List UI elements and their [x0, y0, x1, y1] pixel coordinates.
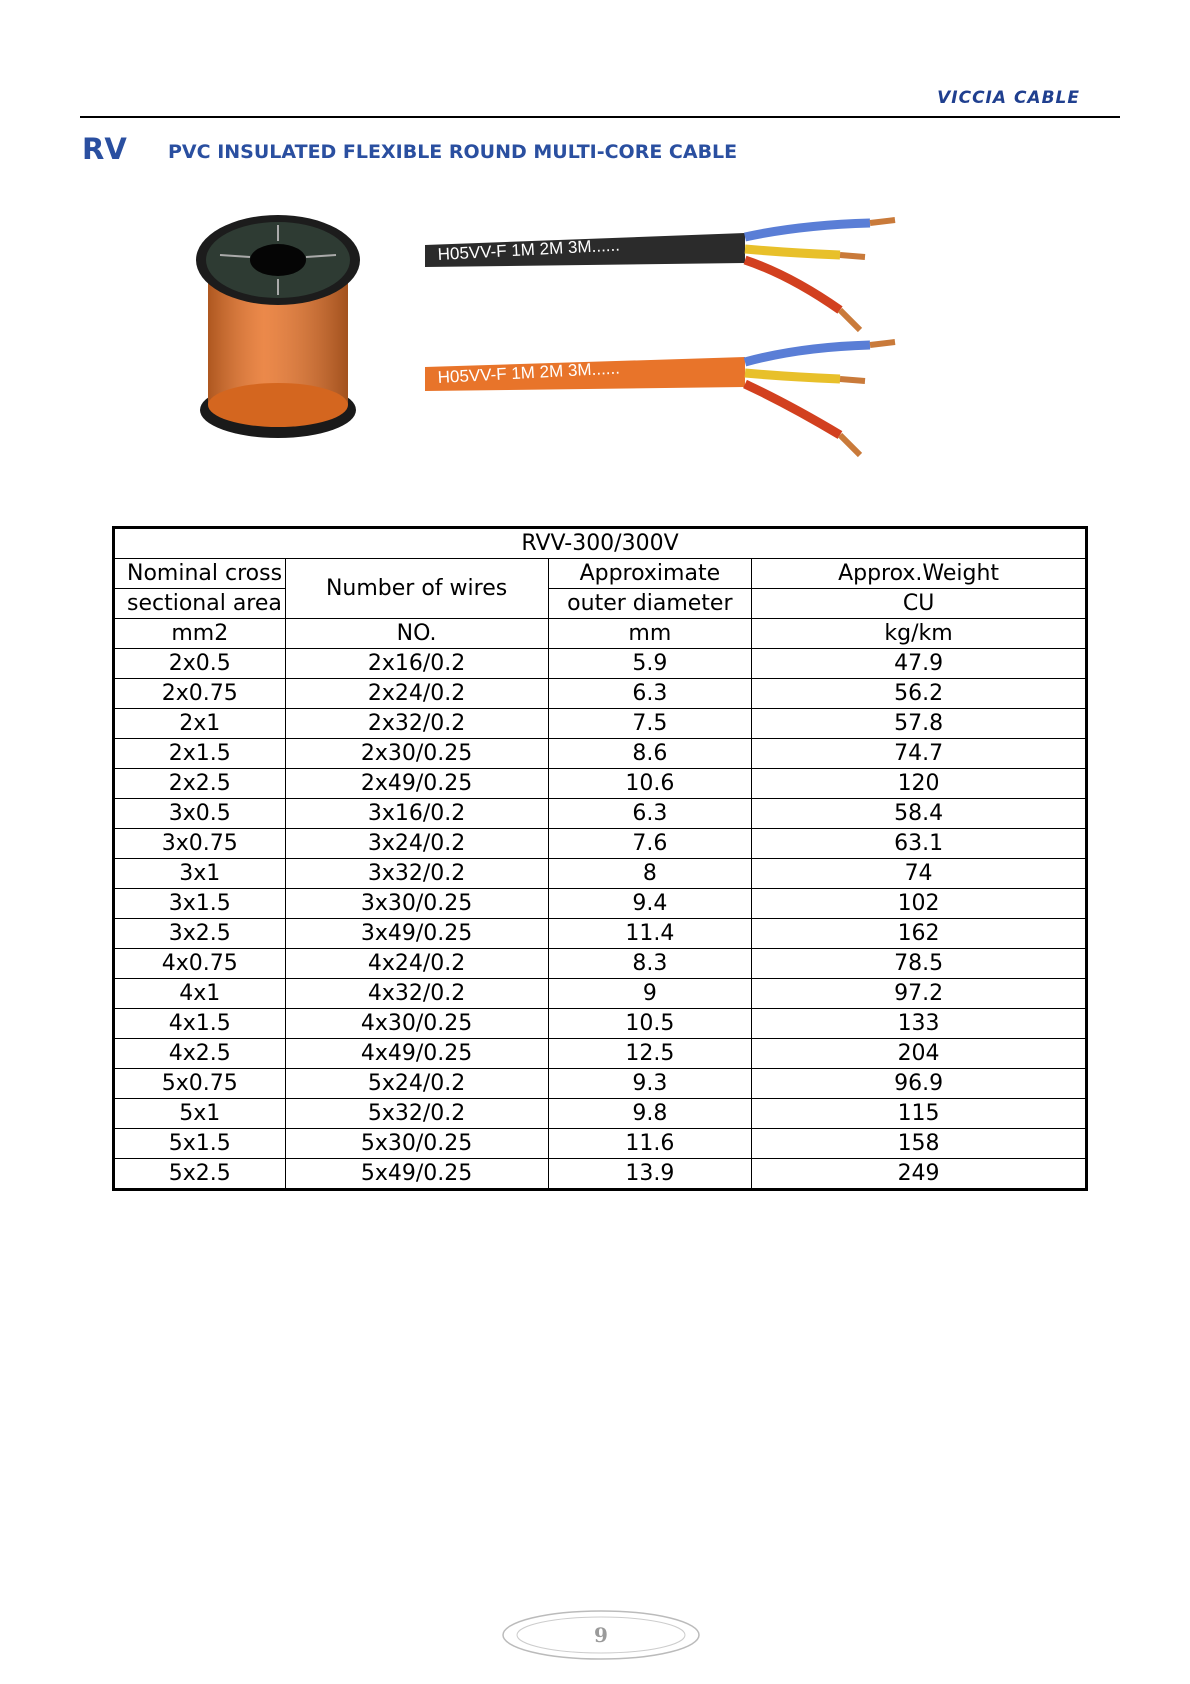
cell-weight: 204: [752, 1039, 1087, 1069]
unit-weight: kg/km: [752, 619, 1087, 649]
cell-diameter: 8.6: [548, 739, 752, 769]
cell-diameter: 7.6: [548, 829, 752, 859]
spec-table: [112, 526, 1088, 1191]
cell-weight: 58.4: [752, 799, 1087, 829]
cell-diameter: 7.5: [548, 709, 752, 739]
cell-weight: 120: [752, 769, 1087, 799]
cell-diameter: 8.3: [548, 949, 752, 979]
cell-weight: 63.1: [752, 829, 1087, 859]
cell-weight: 96.9: [752, 1069, 1087, 1099]
cell-weight: 249: [752, 1159, 1087, 1190]
header-weight-cu: CU: [752, 589, 1087, 619]
table-row: [114, 1159, 1087, 1190]
cell-weight: 57.8: [752, 709, 1087, 739]
cell-wires: 2x24/0.2: [285, 679, 548, 709]
cell-weight: 115: [752, 1099, 1087, 1129]
table-row: [114, 1039, 1087, 1069]
table-row: [114, 1069, 1087, 1099]
cell-area: 3x2.5: [114, 919, 286, 949]
cell-area: 4x1: [114, 979, 286, 1009]
header-diameter-line1: Approximate: [548, 559, 752, 589]
table-row: [114, 799, 1087, 829]
cell-area: 3x0.5: [114, 799, 286, 829]
cell-diameter: 13.9: [548, 1159, 752, 1190]
table-row: [114, 829, 1087, 859]
header-rule: [80, 116, 1120, 118]
cell-wires: 3x24/0.2: [285, 829, 548, 859]
cell-weight: 74: [752, 859, 1087, 889]
table-row: [114, 1009, 1087, 1039]
cell-area: 2x0.5: [114, 649, 286, 679]
cell-diameter: 12.5: [548, 1039, 752, 1069]
cell-diameter: 9.3: [548, 1069, 752, 1099]
table-row: [114, 679, 1087, 709]
cell-weight: 74.7: [752, 739, 1087, 769]
orange-cable-image: [425, 342, 895, 455]
cell-diameter: 9.4: [548, 889, 752, 919]
cell-wires: 4x49/0.25: [285, 1039, 548, 1069]
table-title: RVV-300/300V: [114, 528, 1087, 559]
cell-diameter: 6.3: [548, 799, 752, 829]
cell-weight: 97.2: [752, 979, 1087, 1009]
cell-wires: 3x32/0.2: [285, 859, 548, 889]
cell-wires: 3x30/0.25: [285, 889, 548, 919]
header-weight: Approx.Weight: [752, 559, 1087, 589]
cell-wires: 2x32/0.2: [285, 709, 548, 739]
cell-area: 4x0.75: [114, 949, 286, 979]
cell-diameter: 11.4: [548, 919, 752, 949]
cell-area: 3x0.75: [114, 829, 286, 859]
table-row: [114, 979, 1087, 1009]
cell-diameter: 10.6: [548, 769, 752, 799]
cell-wires: 4x30/0.25: [285, 1009, 548, 1039]
cell-wires: 5x49/0.25: [285, 1159, 548, 1190]
cell-diameter: 11.6: [548, 1129, 752, 1159]
unit-wires: NO.: [285, 619, 548, 649]
cell-weight: 133: [752, 1009, 1087, 1039]
product-title: PVC INSULATED FLEXIBLE ROUND MULTI-CORE CABLE: [168, 141, 738, 163]
header-wires: Number of wires: [285, 559, 548, 619]
unit-area: mm2: [114, 619, 286, 649]
cell-area: 4x2.5: [114, 1039, 286, 1069]
product-code: RV: [82, 132, 127, 166]
cell-wires: 4x32/0.2: [285, 979, 548, 1009]
cell-weight: 162: [752, 919, 1087, 949]
cell-wires: 3x49/0.25: [285, 919, 548, 949]
cell-wires: 2x30/0.25: [285, 739, 548, 769]
cell-wires: 5x24/0.2: [285, 1069, 548, 1099]
cell-area: 4x1.5: [114, 1009, 286, 1039]
cell-wires: 2x49/0.25: [285, 769, 548, 799]
cell-wires: 2x16/0.2: [285, 649, 548, 679]
table-row: [114, 949, 1087, 979]
cell-area: 5x0.75: [114, 1069, 286, 1099]
cell-wires: 4x24/0.2: [285, 949, 548, 979]
cell-wires: 5x30/0.25: [285, 1129, 548, 1159]
cell-weight: 78.5: [752, 949, 1087, 979]
cell-weight: 102: [752, 889, 1087, 919]
brand-name: VICCIA CABLE: [937, 88, 1080, 108]
cell-diameter: 10.5: [548, 1009, 752, 1039]
cell-area: 2x1: [114, 709, 286, 739]
table-row: [114, 769, 1087, 799]
cell-area: 3x1.5: [114, 889, 286, 919]
cell-wires: 3x16/0.2: [285, 799, 548, 829]
table-row: [114, 709, 1087, 739]
table-row: [114, 649, 1087, 679]
page-number-badge: [496, 1605, 706, 1665]
header-diameter-line2: outer diameter: [548, 589, 752, 619]
cell-area: 3x1: [114, 859, 286, 889]
cell-area: 2x2.5: [114, 769, 286, 799]
header-area-line1: Nominal cross: [114, 559, 286, 589]
black-cable-print: H05VV-F 1M 2M 3M......: [437, 235, 621, 264]
cell-area: 5x2.5: [114, 1159, 286, 1190]
cell-area: 2x1.5: [114, 739, 286, 769]
table-row: [114, 1099, 1087, 1129]
cell-weight: 158: [752, 1129, 1087, 1159]
cell-diameter: 8: [548, 859, 752, 889]
cell-diameter: 9.8: [548, 1099, 752, 1129]
cell-area: 2x0.75: [114, 679, 286, 709]
cell-weight: 56.2: [752, 679, 1087, 709]
cell-weight: 47.9: [752, 649, 1087, 679]
cell-diameter: 6.3: [548, 679, 752, 709]
units-row: [114, 619, 1087, 649]
header-area-line2: sectional area: [114, 589, 286, 619]
table-row: [114, 859, 1087, 889]
table-row: [114, 919, 1087, 949]
cable-reel-image: [196, 215, 360, 438]
spec-rows: [114, 649, 1087, 1190]
product-photos: [180, 205, 970, 495]
unit-diameter: mm: [548, 619, 752, 649]
page-number: 9: [594, 1623, 608, 1647]
cell-area: 5x1.5: [114, 1129, 286, 1159]
black-cable-image: [425, 220, 895, 330]
cell-wires: 5x32/0.2: [285, 1099, 548, 1129]
cell-diameter: 9: [548, 979, 752, 1009]
table-row: [114, 1129, 1087, 1159]
table-row: [114, 889, 1087, 919]
cell-diameter: 5.9: [548, 649, 752, 679]
cell-area: 5x1: [114, 1099, 286, 1129]
orange-cable-print: H05VV-F 1M 2M 3M......: [437, 358, 621, 387]
table-row: [114, 739, 1087, 769]
